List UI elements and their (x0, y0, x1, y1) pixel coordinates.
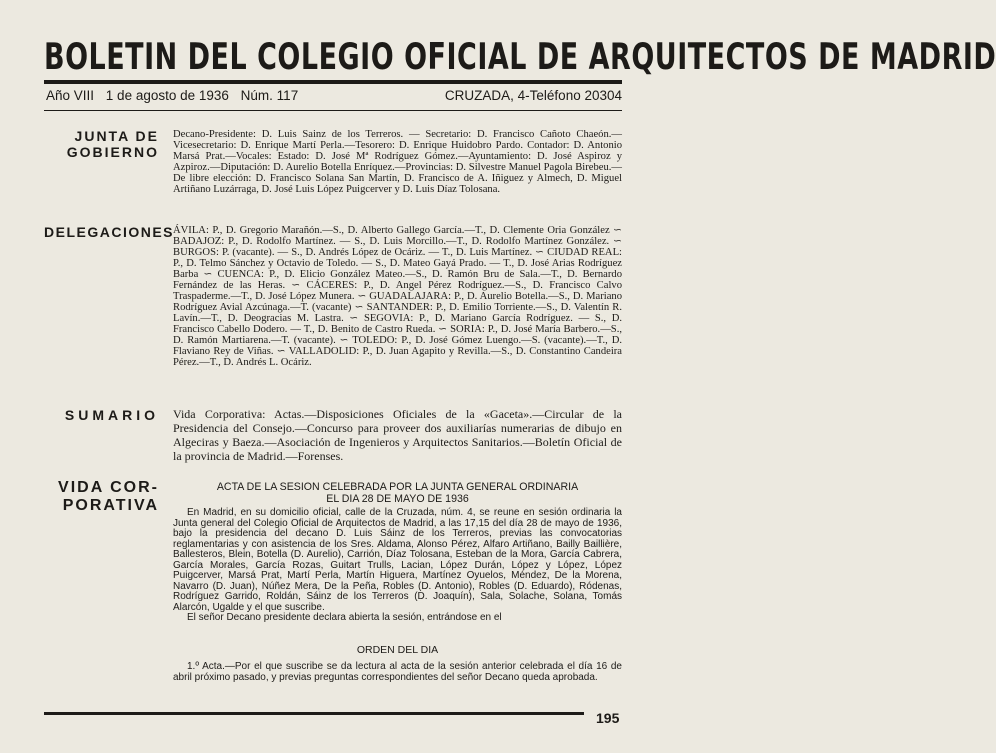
masthead-rule (44, 80, 622, 84)
masthead-title: BOLETIN DEL COLEGIO OFICIAL DE ARQUITECTOS DE MADRID (44, 36, 996, 79)
issue-year: Año VIII (46, 88, 95, 103)
section-label-delegaciones: DELEGACIONES (44, 224, 175, 240)
issue-rule (44, 110, 622, 111)
orden-del-dia: ORDEN DEL DIA (356, 644, 439, 656)
issue-date: 1 de agosto de 1936 (105, 88, 229, 103)
section-label-vida: VIDA COR- PORATIVA (58, 479, 159, 514)
page-number: 195 (596, 710, 620, 726)
junta-text: Decano-Presidente: D. Luis Sainz de los Terreros. — Secretario: D. Francisco Cañoto Chaeón.—Vicesecretario: D. Enrique Martí Perla.—Tesorero: D. Enrique Huidobro Pardo. Contador: D. Antonio Marsá Prat.—Vocales: Estado: D. José Mª Rodríguez Gómez.—Ayuntamiento: D. José Aspiroz y Azpiroz.—Diputación: D. Aurelio Botella Enríquez.—Provincias: D. Silvestre Manuel Pagola Birebeu.—De libre elección: D. Francisco Solana San Martín, D. Francisco de A. Iñiguez y Almech, D. Miguel Artiñano Luzárraga, D. José Luis López Puigcerver y D. Luis Díaz Tolosana. (173, 129, 622, 195)
issue-address: CRUZADA, 4-Teléfono 20304 (444, 88, 622, 103)
acta-title: ACTA DE LA SESION CELEBRADA POR LA JUNTA GENERAL ORDINARIA EL DIA 28 DE MAYO DE 1936 (216, 481, 579, 505)
footer-rule (44, 712, 584, 715)
sumario-text: Vida Corporativa: Actas.—Disposiciones Oficiales de la «Gaceta».—Circular de la Presidencia del Consejo.—Concurso para proveer dos auxiliarías numerarias de dibujo en Algeciras y Baeza.—Asociación de Ingenieros y Arquitectos Sanitarios.—Boletín Oficial de la provincia de Madrid.—Forenses. (173, 407, 622, 463)
section-label-junta: JUNTA DE GOBIERNO (66, 128, 159, 160)
acta-paragraph-1: En Madrid, en su domicilio oficial, calle de la Cruzada, núm. 4, se reune en sesión ordinaria la Junta general del Colegio Oficial de Arquitectos de Madrid, a las 17,15 del día 28 de mayo de 1936, bajo la presidencia del decano D. Luis Sáinz de los Terreros, previas las convocatorias reglamentarias y con asistencia de los Sres. Aldama, Alonso Pérez, Alfaro Artiñano, Bailly Baillière, Ballesteros, Blein, Botella (D. Aurelio), Carrión, Díaz Tolosana, Esteban de la Mora, García Cabrera, García Morales, García Rozas, Guitart Trulls, Lacian, López Durán, López y López, López Puigcerver, Marsá Prat, Martí Perla, Martín Higuera, Martínez Oyuelos, Méndez, De la Morena, Navarro (D. Juan), Núñez Mera, De la Peña, Robles (D. Antonio), Robles (D. Eduardo), Ródenas, Rodríguez Garrido, Roldán, Sáinz de los Terreros (D. Joaquín), Sala, Solache, Solana, Tomás Alarcón, Ugalde y el que suscribe. El señor Decano presidente declara abierta la sesión, entrándose en el (173, 507, 622, 623)
issue-line (46, 88, 622, 103)
acta-paragraph-2: 1.º Acta.—Por el que suscribe se da lectura al acta de la sesión anterior celebrada el día 16 de abril próximo pasado, y previas preguntas correspondientes del señor Decano queda aprobada. (173, 661, 622, 683)
issue-number: Núm. 117 (240, 88, 299, 103)
delegaciones-text: ÁVILA: P., D. Gregorio Marañón.—S., D. Alberto Gallego García.—T., D. Clemente Oria González ∽ BADAJOZ: P., D. Rodolfo Martínez. — S., D. Luis Morcillo.—T., D. Rodolfo Martínez González. ∽ BURGOS: P. (vacante). — S., D. Andrés López de Ocáriz. — T., D. Luis Martínez. ∽ CIUDAD REAL: P., D. Telmo Sánchez y Octavio de Toledo. — S., D. Mateo Gayá Prado. — T., D. José Arias Rodríguez Barba ∽ CUENCA: P., D. Elicio González Mateo.—S., D. Ramón Bru de Sala.—T., D. Bernardo Fernández de las Heras. ∽ CÁCERES: P., D. Angel Pérez Rodríguez.—S., D. Francisco Calvo Traspaderme.—T., D. José López Munera. ∽ GUADALAJARA: P., D. Aurelio Botella.—S., D. Mariano Rodríguez Avial Azcúnaga.—T. (vacante) ∽ SANTANDER: P., D. Emilio Torriente.—S., D. Valentín R. Lavín.—T., D. Deogracias M. Lastra. ∽ SEGOVIA: P., D. Mariano García Rodríguez. — S., D. Francisco Cabello Dodero. — T., D. Benito de Castro Rueda. ∽ SORIA: P., D. José María Barbero.—S., D. Ramón Martiarena.—T. (vacante). ∽ TOLEDO: P., D. José Gómez Luengo.—S. (vacante).—T., D. Flaviano Rey de Viñas. ∽ VALLADOLID: P., D. Juan Agapito y Revilla.—S., D. Constantino Candeira Pérez.—T., D. Andrés L. Ocáriz. (173, 225, 622, 368)
section-label-sumario: SUMARIO (64, 407, 159, 423)
